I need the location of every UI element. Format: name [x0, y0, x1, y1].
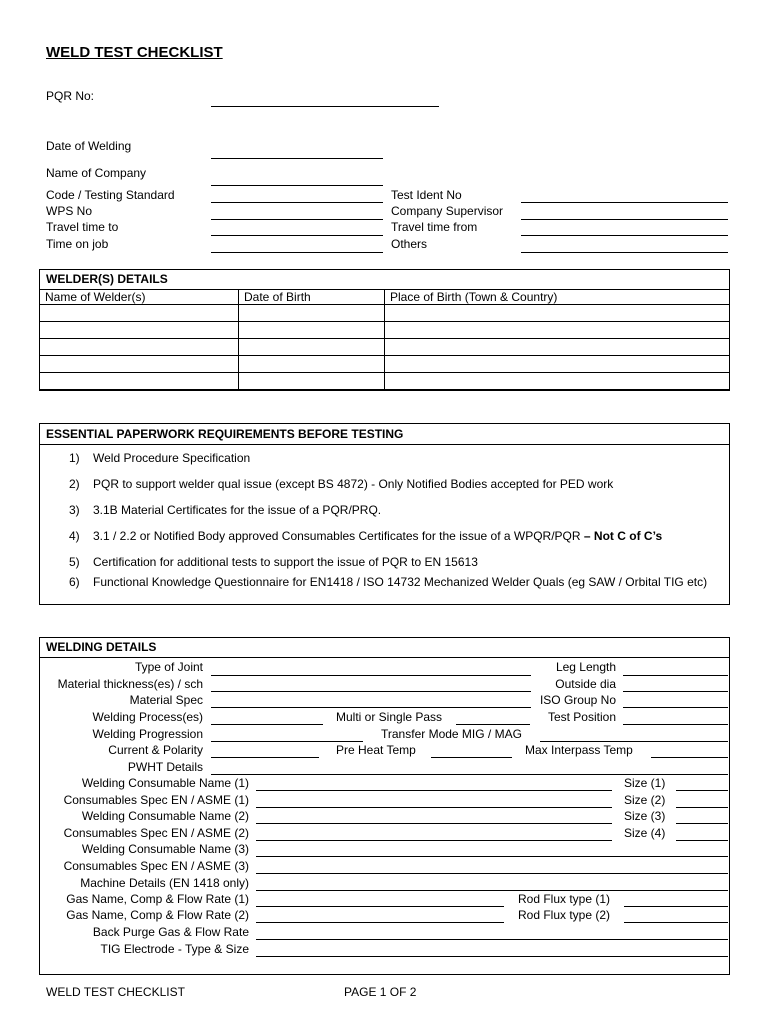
- welder-details-section: [39, 269, 730, 391]
- tig-electrode-field[interactable]: [256, 956, 728, 957]
- travel-time-from-label: Travel time from: [391, 220, 478, 234]
- date-of-welding-label: Date of Welding: [46, 139, 132, 153]
- code-testing-standard-label: Code / Testing Standard: [46, 188, 175, 202]
- consumables-spec-2-label: Consumables Spec EN / ASME (2): [63, 826, 249, 840]
- test-position-field[interactable]: [623, 724, 728, 725]
- test-ident-no-label: Test Ident No: [391, 188, 462, 202]
- size-3-field[interactable]: [676, 823, 728, 824]
- material-spec-label: Material Spec: [129, 693, 203, 707]
- consumables-spec-1-label: Consumables Spec EN / ASME (1): [63, 793, 249, 807]
- welder-name-cell[interactable]: [40, 305, 239, 322]
- size-1-label: Size (1): [624, 776, 666, 790]
- consumable-name-1-label: Welding Consumable Name (1): [81, 776, 249, 790]
- machine-details-label: Machine Details (EN 1418 only): [80, 876, 249, 890]
- consumable-name-1-field[interactable]: [256, 790, 612, 791]
- consumables-spec-1-field[interactable]: [256, 807, 612, 808]
- req-number: 3): [69, 503, 80, 517]
- max-interpass-temp-field[interactable]: [651, 757, 728, 758]
- welding-process-label: Welding Process(es): [92, 710, 203, 724]
- code-testing-standard-field[interactable]: [211, 202, 383, 203]
- test-position-label: Test Position: [547, 710, 616, 724]
- welder-dob-cell[interactable]: [239, 322, 385, 339]
- gas-2-label: Gas Name, Comp & Flow Rate (2): [66, 908, 249, 922]
- table-row: [40, 356, 730, 373]
- welder-name-cell[interactable]: [40, 356, 239, 373]
- welder-pob-cell[interactable]: [385, 322, 730, 339]
- size-2-label: Size (2): [624, 793, 666, 807]
- table-row: [40, 322, 730, 339]
- welder-pob-cell[interactable]: [385, 339, 730, 356]
- welder-details-heading: WELDER(S) DETAILS: [40, 270, 729, 290]
- req-number: 6): [69, 575, 80, 589]
- others-label: Others: [391, 237, 428, 251]
- size-1-field[interactable]: [676, 790, 728, 791]
- req-number: 4): [69, 529, 80, 543]
- welder-dob-cell[interactable]: [239, 339, 385, 356]
- req-text-bold: – Not C of C’s: [583, 529, 663, 543]
- consumable-name-3-field[interactable]: [256, 856, 728, 857]
- name-of-company-field[interactable]: [211, 185, 383, 186]
- tig-electrode-label: TIG Electrode - Type & Size: [100, 942, 249, 956]
- size-2-field[interactable]: [676, 807, 728, 808]
- date-of-welding-field[interactable]: [211, 158, 383, 159]
- col-place-of-birth: Place of Birth (Town & Country): [385, 290, 730, 305]
- wps-no-field[interactable]: [211, 219, 383, 220]
- name-of-company-label: Name of Company: [46, 166, 147, 180]
- pre-heat-temp-field[interactable]: [431, 757, 512, 758]
- welder-name-cell[interactable]: [40, 339, 239, 356]
- leg-length-field[interactable]: [623, 675, 728, 676]
- welding-process-field[interactable]: [211, 724, 323, 725]
- welder-name-cell[interactable]: [40, 322, 239, 339]
- wps-no-label: WPS No: [46, 204, 93, 218]
- welder-pob-cell[interactable]: [385, 305, 730, 322]
- page-number: PAGE 1 OF 2: [344, 985, 417, 999]
- consumables-spec-2-field[interactable]: [256, 840, 612, 841]
- company-supervisor-label: Company Supervisor: [391, 204, 504, 218]
- consumables-spec-3-label: Consumables Spec EN / ASME (3): [63, 859, 249, 873]
- welder-table: [39, 289, 730, 390]
- pre-heat-temp-label: Pre Heat Temp: [336, 743, 416, 757]
- type-of-joint-field[interactable]: [211, 675, 531, 676]
- paperwork-heading: ESSENTIAL PAPERWORK REQUIREMENTS BEFORE TESTING: [40, 424, 729, 445]
- gas-1-label: Gas Name, Comp & Flow Rate (1): [66, 892, 249, 906]
- req-text-main: 3.1 / 2.2 or Notified Body approved Consumables Certificates for the issue of a WPQR/PQR: [93, 529, 581, 543]
- welder-pob-cell[interactable]: [385, 356, 730, 373]
- travel-time-from-field[interactable]: [521, 235, 728, 236]
- welder-dob-cell[interactable]: [239, 305, 385, 322]
- gas-2-field[interactable]: [256, 922, 504, 923]
- iso-group-no-field[interactable]: [623, 707, 728, 708]
- time-on-job-label: Time on job: [46, 237, 109, 251]
- iso-group-no-label: ISO Group No: [539, 693, 616, 707]
- leg-length-label: Leg Length: [555, 660, 616, 674]
- req-text: PQR to support welder qual issue (except BS 4872) - Only Notified Bodies accepted for PED work: [93, 477, 614, 491]
- max-interpass-temp-label: Max Interpass Temp: [525, 743, 633, 757]
- back-purge-label: Back Purge Gas & Flow Rate: [92, 925, 249, 939]
- company-supervisor-field[interactable]: [521, 219, 728, 220]
- footer-title: WELD TEST CHECKLIST: [46, 985, 185, 999]
- back-purge-field[interactable]: [256, 939, 728, 940]
- multi-single-pass-label: Multi or Single Pass: [336, 710, 443, 724]
- col-date-of-birth: Date of Birth: [239, 290, 385, 305]
- pqr-no-label: PQR No:: [46, 89, 95, 103]
- multi-single-pass-field[interactable]: [456, 724, 530, 725]
- consumable-name-2-label: Welding Consumable Name (2): [81, 809, 249, 823]
- material-spec-field[interactable]: [211, 707, 531, 708]
- travel-time-to-label: Travel time to: [46, 220, 119, 234]
- paperwork-section: [39, 423, 730, 605]
- req-number: 2): [69, 477, 80, 491]
- rod-flux-1-label: Rod Flux type (1): [518, 892, 611, 906]
- gas-1-field[interactable]: [256, 906, 504, 907]
- req-number: 5): [69, 555, 80, 569]
- type-of-joint-label: Type of Joint: [134, 660, 203, 674]
- table-row: [40, 305, 730, 322]
- pwht-details-label: PWHT Details: [127, 760, 203, 774]
- welding-details-heading: WELDING DETAILS: [40, 638, 729, 658]
- outside-dia-label: Outside dia: [555, 677, 616, 691]
- size-3-label: Size (3): [624, 809, 666, 823]
- size-4-label: Size (4): [624, 826, 666, 840]
- current-polarity-field[interactable]: [211, 757, 319, 758]
- pqr-no-field[interactable]: [211, 106, 439, 107]
- test-ident-no-field[interactable]: [521, 202, 728, 203]
- time-on-job-field[interactable]: [211, 252, 383, 253]
- req-text: Weld Procedure Specification: [93, 451, 251, 465]
- pwht-details-field[interactable]: [211, 774, 728, 775]
- welder-table-header: [40, 290, 730, 305]
- req-text: Certification for additional tests to support the issue of PQR to EN 15613: [93, 555, 478, 569]
- consumable-name-3-label: Welding Consumable Name (3): [81, 842, 249, 856]
- rod-flux-2-field[interactable]: [624, 922, 728, 923]
- col-name-of-welder: Name of Welder(s): [40, 290, 239, 305]
- table-row: [40, 373, 730, 390]
- transfer-mode-label: Transfer Mode MIG / MAG: [381, 727, 522, 741]
- material-thickness-label: Material thickness(es) / sch: [57, 677, 203, 691]
- req-text: 3.1B Material Certificates for the issue of a PQR/PRQ.: [93, 503, 382, 517]
- consumable-name-2-field[interactable]: [256, 823, 612, 824]
- material-thickness-field[interactable]: [211, 691, 531, 692]
- table-row: [40, 339, 730, 356]
- rod-flux-2-label: Rod Flux type (2): [518, 908, 611, 922]
- current-polarity-label: Current & Polarity: [108, 743, 203, 757]
- document-title: WELD TEST CHECKLIST: [46, 44, 223, 61]
- req-number: 1): [69, 451, 80, 465]
- welding-progression-label: Welding Progression: [92, 727, 203, 741]
- size-4-field[interactable]: [676, 840, 728, 841]
- req-text: [93, 529, 723, 543]
- welder-dob-cell[interactable]: [239, 373, 385, 390]
- welder-name-cell[interactable]: [40, 373, 239, 390]
- travel-time-to-field[interactable]: [211, 235, 383, 236]
- transfer-mode-field[interactable]: [540, 741, 728, 742]
- consumables-spec-3-field[interactable]: [256, 873, 728, 874]
- welder-dob-cell[interactable]: [239, 356, 385, 373]
- outside-dia-field[interactable]: [623, 691, 728, 692]
- rod-flux-1-field[interactable]: [624, 906, 728, 907]
- welder-pob-cell[interactable]: [385, 373, 730, 390]
- req-text: Functional Knowledge Questionnaire for EN1418 / ISO 14732 Mechanized Welder Quals (eg SAW / Orbital TIG etc): [93, 575, 708, 589]
- others-field[interactable]: [521, 252, 728, 253]
- machine-details-field[interactable]: [256, 890, 728, 891]
- welding-progression-field[interactable]: [211, 741, 363, 742]
